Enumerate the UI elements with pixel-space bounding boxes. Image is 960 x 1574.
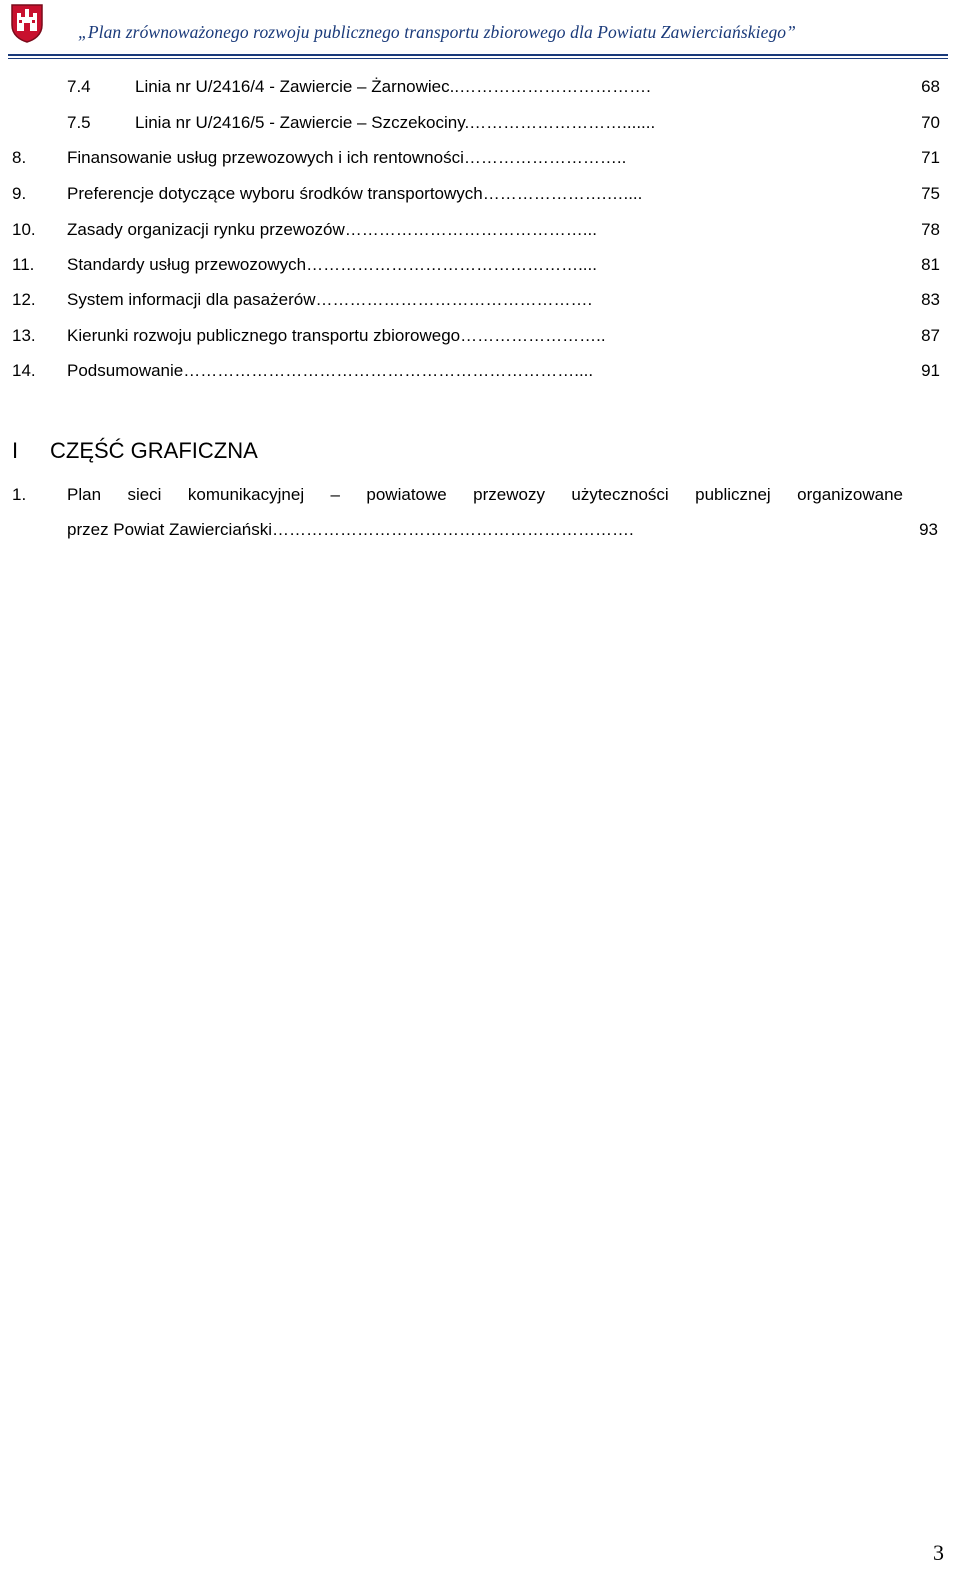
toc-title: System informacji dla pasażerów…………………………………………. <box>67 290 593 309</box>
toc-number: 9. <box>12 184 27 203</box>
toc-number: 11. <box>12 255 35 274</box>
toc-title: Finansowanie usług przewozowych i ich rentowności……………………….. <box>67 148 627 167</box>
toc-entry-8[interactable] <box>0 143 960 173</box>
toc-page: 78 <box>921 220 940 239</box>
coat-of-arms-icon <box>10 3 44 43</box>
page-header <box>0 0 960 62</box>
toc-title-line-1: Plan sieci komunikacyjnej – powiatowe przewozy użyteczności publicznej organizowane <box>67 485 903 504</box>
document-title: „Plan zrównoważonego rozwoju publicznego transportu zbiorowego dla Powiatu Zawierciańskiego” <box>78 22 796 42</box>
toc-title: Linia nr U/2416/5 - Zawiercie – Szczekociny.………………………....... <box>135 113 656 132</box>
toc-entry-9[interactable] <box>0 179 960 209</box>
toc-entry-11[interactable] <box>0 250 960 280</box>
toc-number: 13. <box>12 326 36 345</box>
toc-entry-13[interactable] <box>0 321 960 351</box>
toc-entry-14[interactable] <box>0 356 960 386</box>
toc-title: Kierunki rozwoju publicznego transportu zbiorowego…………………….. <box>67 326 606 345</box>
toc-title: Podsumowanie…………………………………………………………….... <box>67 361 594 380</box>
toc-number: 7.4 <box>67 77 91 96</box>
toc-page: 91 <box>921 361 940 380</box>
toc-number: 8. <box>12 148 27 167</box>
toc-page: 83 <box>921 290 940 309</box>
toc-entry-12[interactable] <box>0 285 960 315</box>
toc-page: 87 <box>921 326 940 345</box>
toc-page: 71 <box>921 148 940 167</box>
toc-number: 7.5 <box>67 113 91 132</box>
toc-page: 93 <box>919 520 938 539</box>
toc-title: Standardy usług przewozowych………………………………………….... <box>67 255 597 274</box>
section-heading <box>0 434 960 468</box>
toc-entry-10[interactable] <box>0 215 960 245</box>
toc-page: 70 <box>921 113 940 132</box>
toc-number: 12. <box>12 290 36 309</box>
toc-title: Zasady organizacji rynku przewozów……………………………………... <box>67 220 597 239</box>
section-title: CZĘŚĆ GRAFICZNA <box>50 438 258 463</box>
toc-title: Preferencje dotyczące wyboru środków transportowych………………….….... <box>67 184 643 203</box>
header-divider <box>8 54 948 56</box>
toc-number: 1. <box>12 485 27 504</box>
toc-page: 81 <box>921 255 940 274</box>
header-divider-thin <box>8 58 948 59</box>
toc-title: Linia nr U/2416/4 - Zawiercie – Żarnowiec..……………………………. <box>135 77 651 96</box>
toc-title-line-2: przez Powiat Zawierciański………………………………………………………. <box>67 520 634 539</box>
toc-number: 14. <box>12 361 36 380</box>
page-number: 3 <box>933 1540 944 1565</box>
toc-page: 75 <box>921 184 940 203</box>
toc-entry-7-5[interactable] <box>0 108 960 138</box>
toc-entry-7-4[interactable] <box>0 72 960 102</box>
toc-page: 68 <box>921 77 940 96</box>
toc-number: 10. <box>12 220 36 239</box>
section-numeral: I <box>12 438 19 463</box>
